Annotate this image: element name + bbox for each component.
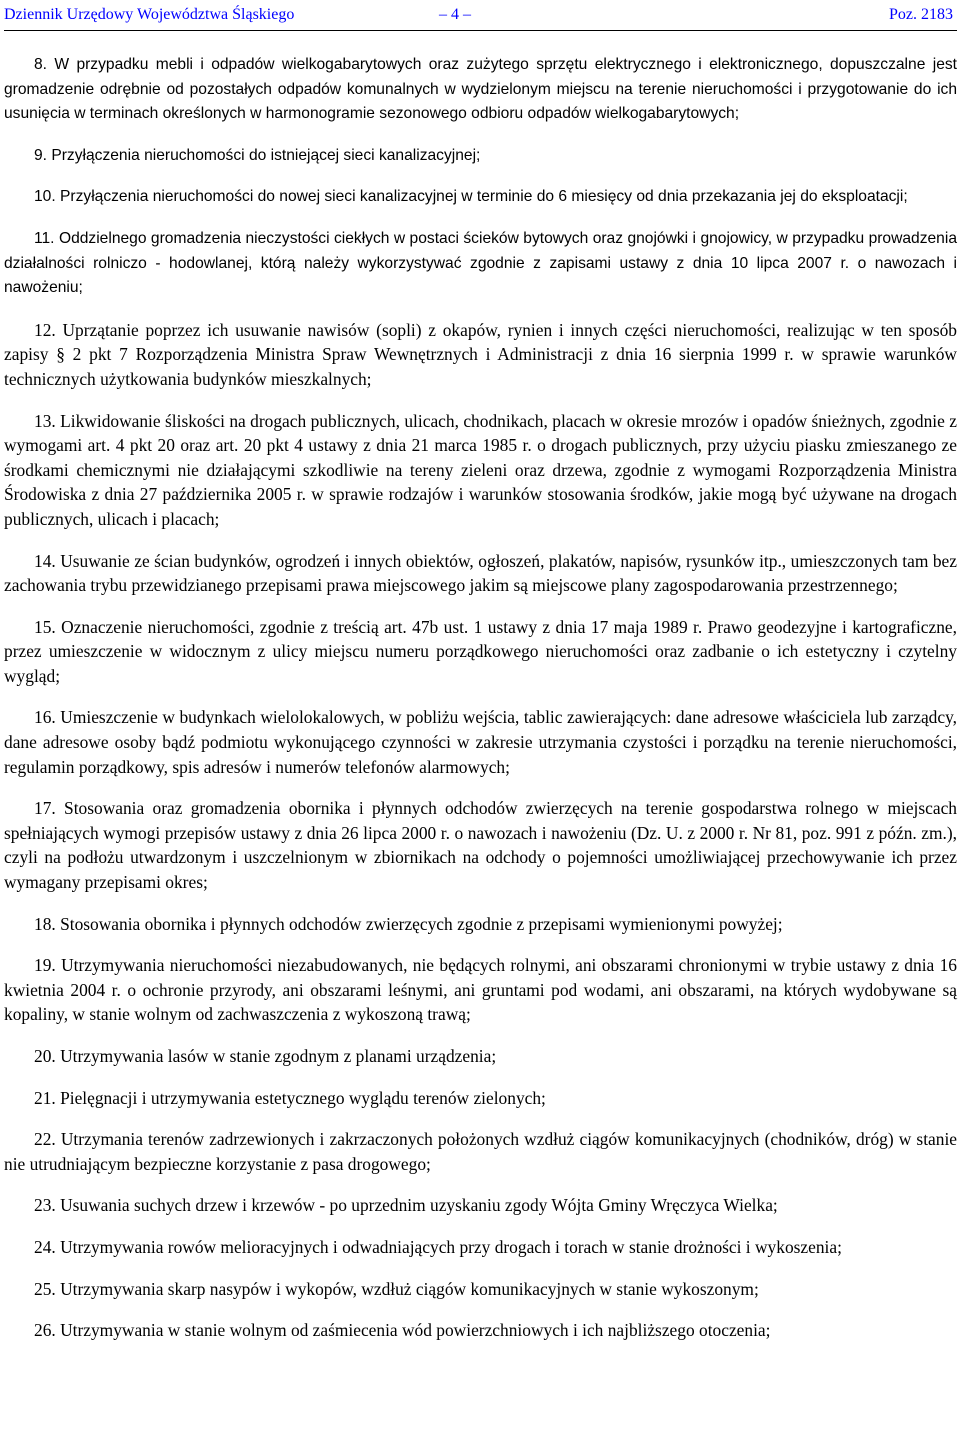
header-rule (4, 30, 957, 31)
paragraph-item-21: 21. Pielęgnacji i utrzymywania estetycznego wyglądu terenów zielonych; (34, 1087, 546, 1108)
paragraph-item-14: 14. Usuwanie ze ścian budynków, ogrodzeń i innych obiektów, ogłoszeń, plakatów, napisów, rysunków itp., umieszczonych tam bez zachowania trybu przewidzianego przepisami prawa miejscowego jakim są miejscowe plany zagospodarowania przestrzennego; (4, 550, 957, 596)
paragraph-item-15: 15. Oznaczenie nieruchomości, zgodnie z treścią art. 47b ust. 1 ustawy z dnia 17 maja 1989 r. Prawo geodezyjne i kartograficzne, przez umieszczenie w widocznym z ulicy miejscu numeru porządkowego nieruchomości oraz zadbanie o ich estetyczny i czytelny wygląd; (4, 616, 957, 686)
paragraph-item-10: 10. Przyłączenia nieruchomości do nowej sieci kanalizacyjnej w terminie do 6 miesięcy od dnia przekazania jej do eksploatacji; (34, 188, 908, 206)
paragraph-item-18: 18. Stosowania obornika i płynnych odchodów zwierzęcych zgodnie z przepisami wymienionymi powyżej; (34, 913, 783, 934)
paragraph-item-22: 22. Utrzymania terenów zadrzewionych i zakrzaczonych położonych wzdłuż ciągów komunikacyjnych (chodników, dróg) w stanie nie utrudniającym bezpieczne korzystanie z pasa drogowego; (4, 1129, 957, 1174)
paragraph-item-9: 9. Przyłączenia nieruchomości do istniejącej sieci kanalizacyjnej; (34, 146, 481, 164)
paragraph-item-13: 13. Likwidowanie śliskości na drogach publicznych, ulicach, chodnikach, placach w okresie mrozów i opadów śnieżnych, zgodnie z wymogami art. 4 pkt 20 oraz art. 20 pkt 4 ustawy z dnia 21 marca 1985 r. o drogach publicznych, przy użyciu piasku zmieszanego ze środkami chemicznymi nie działającymi szkodliwie na tereny zieleni oraz drzewa, zgodnie z wymogami Rozporządzenia Ministra Środowiska z dnia 27 października 2005 r. w sprawie rodzajów i warunków stosowania środków, jakie mogą być używane na drogach publicznych, ulicach i placach; (4, 410, 957, 529)
paragraph-item-25: 25. Utrzymywania skarp nasypów i wykopów, wzdłuż ciągów komunikacyjnych w stanie wykoszonym; (34, 1278, 759, 1299)
paragraph-item-20: 20. Utrzymywania lasów w stanie zgodnym z planami urządzenia; (34, 1046, 497, 1066)
document-body (4, 53, 957, 1360)
paragraph-item-24: 24. Utrzymywania rowów melioracyjnych i odwadniających przy drogach i torach w stanie drożności i wykoszenia; (34, 1236, 842, 1257)
paragraph-item-26: 26. Utrzymywania w stanie wolnym od zaśmiecenia wód powierzchniowych i ich najbliższego otoczenia; (34, 1320, 771, 1341)
paragraph-item-16: 16. Umieszczenie w budynkach wielolokalowych, w pobliżu wejścia, tablic zawierających: dane adresowe właściciela lub zarządcy, dane adresowe osoby bądź podmiotu wykonującego czynności w zakresie utrzymania czystości i porządku na terenie nieruchomości, regulamin porządkowy, spis adresów i numerów telefonów alarmowych; (4, 707, 957, 777)
paragraph-item-11: 11. Oddzielnego gromadzenia nieczystości ciekłych w postaci ścieków bytowych oraz gnojówki i gnojowicy, w przypadku prowadzenia działalności rolniczo - hodowlanej, którą należy wykorzystywać zgodnie z zapisami ustawy z dnia 10 lipca 2007 r. o nawozach i nawożeniu; (4, 229, 957, 297)
paragraph-item-8: 8. W przypadku mebli i odpadów wielkogabarytowych oraz zużytego sprzętu elektrycznego i elektronicznego, dopuszczalne jest gromadzenie odrębnie od pozostałych odpadów komunalnych w wydzielonym miejscu na terenie nieruchomości i przygotowanie do ich usunięcia w terminach określonych w harmonogramie sezonowego odbioru odpadów wielkogabarytowych; (4, 56, 957, 123)
page-header (4, 0, 957, 30)
paragraph-item-17: 17. Stosowania oraz gromadzenia obornika i płynnych odchodów zwierzęcych na terenie gospodarstwa rolnego w miejscach spełniających wymogi przepisów ustawy z dnia 26 lipca 2000 r. o nawozach i nawożeniu (Dz. U. z 2000 r. Nr 81, poz. 991 z późn. zm.), czyli na podłożu utwardzonym i uszczelnionym w zbiornikach na odchody o pojemności umożliwiającej przechowywanie ich przez wymagany przepisami okres; (4, 798, 957, 893)
paragraph-item-19: 19. Utrzymywania nieruchomości niezabudowanych, nie będących rolnymi, ani obszarami chronionymi w trybie ustawy z dnia 16 kwietnia 2004 r. o ochronie przyrody, ani obszarami leśnymi, ani gruntami pod wodami, ani obszarami, na których wydobywane są kopaliny, w stanie wolnym od zachwaszczenia z wykoszoną trawą; (4, 955, 957, 1025)
page-number: – 4 – (439, 6, 471, 23)
position-number: Poz. 2183 (889, 6, 953, 23)
paragraph-item-23: 23. Usuwania suchych drzew i krzewów - po uprzednim uzyskaniu zgody Wójta Gminy Wręczyca Wielka; (34, 1195, 778, 1216)
paragraph-item-12: 12. Uprzątanie poprzez ich usuwanie nawisów (sopli) z okapów, rynien i innych części nieruchomości, realizując w ten sposób zapisy § 2 pkt 7 Rozporządzenia Ministra Spraw Wewnętrznych i Administracji z dnia 16 sierpnia 1999 r. w sprawie warunków technicznych użytkowania budynków mieszkalnych; (4, 319, 957, 389)
journal-title: Dziennik Urzędowy Województwa Śląskiego (4, 6, 295, 23)
